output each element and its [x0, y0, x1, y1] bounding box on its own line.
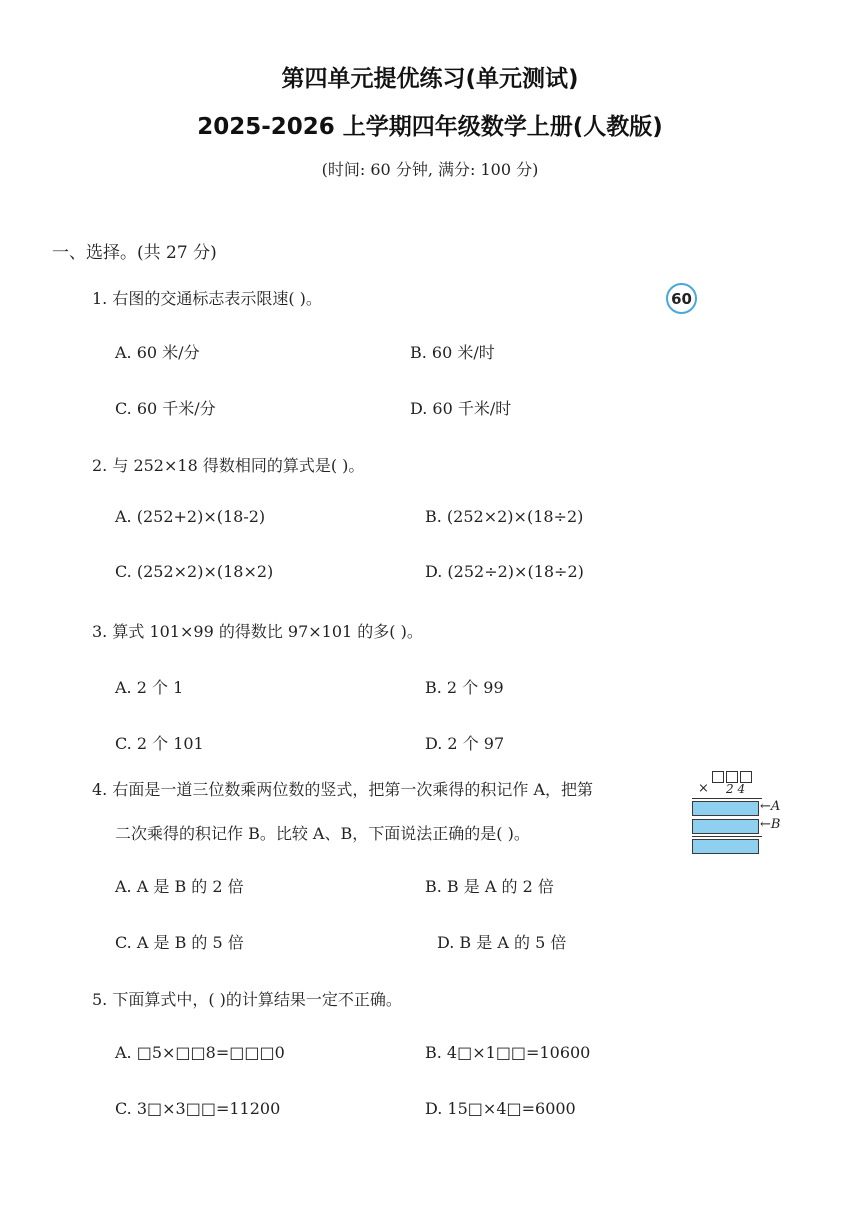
sum-bar — [692, 839, 759, 854]
label-b: ←B — [760, 817, 781, 832]
question-4-option-c: C. A 是 B 的 5 倍 — [115, 933, 244, 952]
page-title: 第四单元提优练习(单元测试) — [281, 66, 579, 92]
question-3-option-d: D. 2 个 97 — [425, 734, 505, 753]
question-2-option-b: B. (252×2)×(18÷2) — [425, 507, 584, 526]
section-heading: 一、选择。(共 27 分) — [52, 243, 217, 263]
question-1-option-c: C. 60 千米/分 — [115, 399, 216, 418]
question-2-stem: 2. 与 252×18 得数相同的算式是( )。 — [92, 456, 365, 475]
question-2-option-c: C. (252×2)×(18×2) — [115, 562, 274, 581]
question-3-option-c: C. 2 个 101 — [115, 734, 204, 753]
question-4-option-b: B. B 是 A 的 2 倍 — [425, 877, 554, 896]
question-3-stem: 3. 算式 101×99 的得数比 97×101 的多( )。 — [92, 622, 423, 641]
page-title-line2: 2025-2026 上学期四年级数学上册(人教版) — [197, 114, 663, 140]
speed-limit-sign-icon: 60 — [666, 283, 697, 314]
question-4-option-a: A. A 是 B 的 2 倍 — [115, 877, 244, 896]
question-1-option-d: D. 60 千米/时 — [410, 399, 512, 418]
question-4-stem-line2: 二次乘得的积记作 B。比较 A、B，下面说法正确的是( )。 — [115, 824, 530, 843]
digit-box-icon — [712, 771, 724, 783]
question-1-option-a: A. 60 米/分 — [115, 343, 200, 362]
times-sign: × — [698, 781, 709, 796]
question-3-option-a: A. 2 个 1 — [115, 678, 184, 697]
question-5-option-c: C. 3□×3□□=11200 — [115, 1099, 281, 1118]
product-a-bar — [692, 801, 759, 816]
question-5-option-d: D. 15□×4□=6000 — [425, 1099, 576, 1118]
question-4-stem-line1: 4. 右面是一道三位数乘两位数的竖式，把第一次乘得的积记作 A，把第 — [92, 780, 593, 799]
question-5-option-a: A. □5×□□8=□□□0 — [115, 1043, 285, 1062]
divider-line — [692, 836, 762, 837]
multiplication-diagram — [690, 766, 785, 858]
question-3-option-b: B. 2 个 99 — [425, 678, 504, 697]
question-5-option-b: B. 4□×1□□=10600 — [425, 1043, 591, 1062]
divider-line — [692, 798, 762, 799]
page-subtitle: (时间: 60 分钟, 满分: 100 分) — [321, 160, 539, 179]
question-2-option-a: A. (252+2)×(18-2) — [115, 507, 266, 526]
question-4-option-d: D. B 是 A 的 5 倍 — [437, 933, 567, 952]
question-1-stem: 1. 右图的交通标志表示限速( )。 — [92, 289, 322, 308]
product-b-bar — [692, 819, 759, 834]
question-2-option-d: D. (252÷2)×(18÷2) — [425, 562, 584, 581]
multiplier: 2 4 — [726, 782, 746, 796]
question-5-stem: 5. 下面算式中，( )的计算结果一定不正确。 — [92, 990, 402, 1009]
question-1-option-b: B. 60 米/时 — [410, 343, 495, 362]
label-a: ←A — [760, 799, 781, 814]
